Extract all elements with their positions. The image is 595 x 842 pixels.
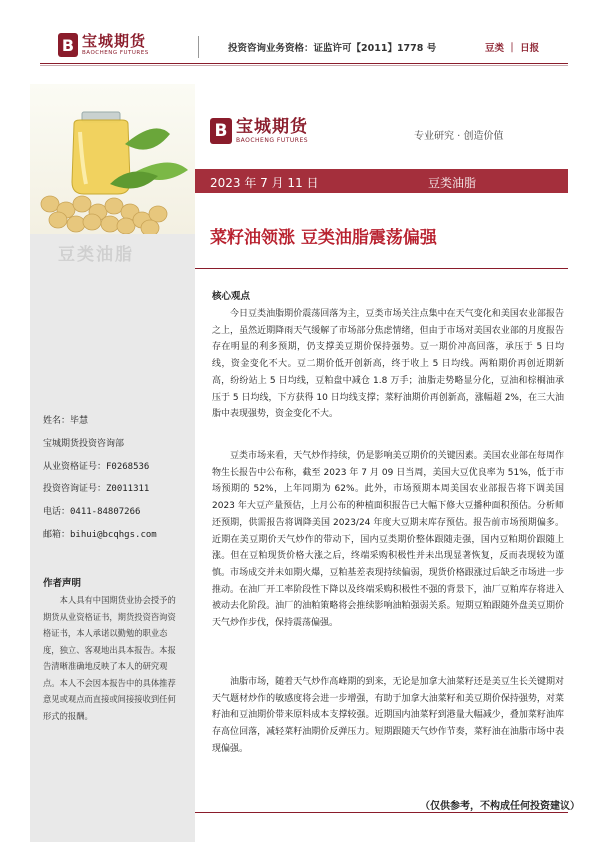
author-company: 宝城期货投资咨询部 [43,439,125,449]
header-license: 投资咨询业务资格：证监许可【2011】1778 号 [228,43,437,54]
footer-rule [195,812,568,813]
paragraph-2: 豆类市场来看，天气炒作持续，仍是影响美豆期价的关键因素。美国农业部在每周作物生长报告中公布称，截至 2023 年 7 月 09 日当周，美国大豆优良率为 51%，低于市场预期的 52%，上年同期为 62%。此外，市场预期本周美国农业部报告将下调美国 2023 年大豆产量预估，上月公布的种植面积报告已大幅下修大豆播种面积预估。分析师还预期，供需报告将调降美国 2023/24 年度大豆期末库存预估。报告前市场预期偏多。近期在美豆期价天气炒作的带动下，国内豆类期价整体跟随走强，国内豆粕期价跟随上涨。但在豆粕现货价格大涨之后，终端采购积极性并未出现显著恢复，反而表现较为谨慎。市场成交并未如期火爆，豆粕基差表现持续偏弱，现货价格跟涨过后缺乏市场进一步推动。在油厂开工率阶段性下降以及终端采购积极性不强的背景下，油厂豆粕库存将进入被动去化阶段。油厂的油粕策略将会推续影响油粕强弱关系。短期豆粕跟随外盘美豆期价天气炒作步伐，保持震荡偏强。 [212,451,564,629]
paragraph-3: 油脂市场，随着天气炒作高峰期的到来，无论是加拿大油菜籽还是美豆生长关键期对天气题材炒作的敏感度将会进一步增强，有助于加拿大油菜籽和美豆期价保持强势，对菜籽油和豆油期价带来原料成本支撑较强。近期国内油菜籽到港量大幅减少，叠加菜籽油库存高位回落，减轻菜籽油期价反弹压力。短期跟随天气炒作节奏，菜籽油在油脂市场中表现偏强。 [212,677,564,754]
declaration-text: 本人具有中国期货业协会授予的期货从业资格证书，期货投资咨询资格证书，本人承诺以勤勉的职业态度，独立、客观地出具本报告。本报告清晰准确地反映了本人的研究观点。本人不会因本报告中的具体推荐意见或观点而直接或间接接收到任何形式的报酬。 [43,595,176,721]
product-image [30,84,195,234]
paragraph-1: 今日豆类油脂期价震荡回落为主，豆类市场关注点集中在天气变化和美国农业部报告之上，虽然近期降雨天气缓解了市场部分焦虑情绪，但由于市场对美国农业部的月度报告存在明显的利多预期，仍支撑美豆期价保持强势。豆一期价冲高回落，承压于 5 日均线，资金变化不大。豆二期价低开创新高，终于收上 5 日均线。两粕期价再创近期新高，纷纷站上 5 日均线，豆粕盘中减仓 1.8 万手；油脂走势略显分化，豆油和棕榈油承压于 5 日均线，下方获得 10 日均线支撑；菜籽油期价再创新高，涨幅超 2%，在三大油脂中表现强势，资金变化不大。 [212,309,564,420]
main-logo-mark-icon: B [210,118,232,144]
declaration-title: 作者声明 [43,578,82,589]
header-logo-cn: 宝城期货 [82,31,147,50]
header-rule-thin [40,65,568,66]
header-logo [58,30,178,60]
sidebar-category-title: 豆类油脂 [58,245,134,265]
author-qualification: 从业资格证号：F0268536 [43,462,150,472]
soybean-oil-illustration-icon [30,84,195,234]
main-logo-en: BAOCHENG FUTURES [236,136,309,144]
main-logo-cn: 宝城期货 [236,116,308,137]
title-rule [195,268,568,269]
slogan: 专业研究 · 创造价值 [414,131,504,142]
report-title: 菜籽油领涨 豆类油脂震荡偏强 [210,228,437,248]
main-logo [210,118,308,144]
header-report-type: 豆类 ｜ 日报 [485,43,540,54]
header-separator [198,36,199,58]
author-phone: 电话：0411-84807266 [43,507,141,517]
report-category: 豆类油脂 [428,176,477,190]
disclaimer: （仅供参考，不构成任何投资建议） [420,801,580,812]
author-name: 姓名：毕慧 [43,416,89,426]
author-consulting: 投资咨询证号：Z0011311 [43,484,150,494]
report-date: 2023 年 7 月 11 日 [210,176,319,190]
author-email: 邮箱：bihui@bcqhgs.com [43,530,157,540]
header-logo-en: BAOCHENG FUTURES [82,49,149,56]
logo-mark-icon: B [58,33,78,57]
core-view-title: 核心观点 [212,291,251,302]
header-rule [40,63,568,64]
